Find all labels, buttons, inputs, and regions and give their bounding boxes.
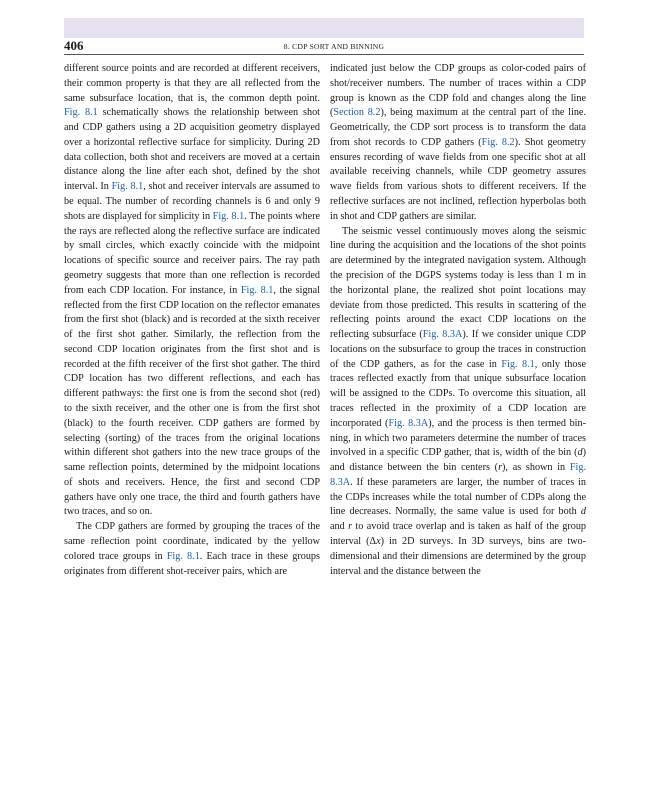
variable-r: r bbox=[348, 521, 353, 533]
text-run: ), and the process is then termed binning, in which two parameters determine the number of traces involved in a specific CDP gather, that is, width of the bin ( bbox=[330, 417, 586, 459]
figure-link[interactable]: Fig. 8.1 bbox=[64, 107, 98, 119]
text-run: to avoid trace overlap and is taken as half of the group interval (Δ bbox=[330, 521, 587, 547]
text-run: indicated just below the CDP groups as color-coded pairs of shot/receiver numbers. The number of traces within a CDP group is known as the CDP fold and changes along the line ( bbox=[330, 63, 586, 119]
text-run: . Each trace in these groups originates from different shot-receiver pairs, which are bbox=[64, 550, 320, 577]
page-number: 406 bbox=[64, 38, 84, 53]
variable-d: d bbox=[580, 506, 586, 518]
left-paragraph-1 bbox=[64, 62, 320, 520]
text-run: , shot and receiver intervals are assumed to be equal. The number of recording channels is 6 and only 9 shots are displayed for simplicity in bbox=[64, 181, 321, 222]
text-run: The seismic vessel continuously moves along the seismic line during the acquisition and the locations of the shot points are determined by the integrated navigation system. Although the precision of the DGPS systems today is less than 1 m in the horizontal plane, the realized shot point locations may deviate from those predicted. This results in scattering of the reflecting points around the exact CDP locations on the reflecting subsurface ( bbox=[330, 225, 586, 341]
text-run: ), being maximum at the central part of the line. Geometrically, the CDP sort process is to transform the data from shot records to CDP gathers ( bbox=[330, 107, 586, 148]
figure-link[interactable]: Fig. 8.1 bbox=[212, 210, 245, 222]
figure-link[interactable]: Fig. 8.1 bbox=[111, 181, 144, 193]
text-run: and bbox=[330, 521, 349, 533]
header-rule bbox=[64, 54, 584, 55]
figure-link[interactable]: Fig. 8.3A bbox=[422, 329, 463, 341]
figure-link[interactable]: Fig. 8.1 bbox=[501, 358, 535, 370]
figure-link[interactable]: Fig. 8.3A bbox=[330, 462, 587, 488]
text-run: , the signal reflected from the first CDP location on the reflector emanates from the first shot (black) and is recorded at the sixth receiver of the first shot gather. Similarly, the reflection from the second CDP location originates from the first shot and is recorded at the fifth receiver of the first shot gather. The third CDP location has two different reflections, and each has different pathways: the first one is from the second shot (red) to the sixth receiver, and the other one is from the first shot (black) to the fourth receiver. CDP gathers are formed by selecting (sorting) of the traces from the original locations within different shot gathers into the new trace groups of the same reflection points, determined by the midpoint locations of shots and receivers. Hence, the first and second CDP gathers have only one trace, the third and fourth gathers have two traces, and so on. bbox=[64, 284, 321, 518]
right-paragraph-2 bbox=[330, 225, 586, 580]
text-run: ). Shot geometry ensures recording of wave fields from one specific shot at all available receiving channels, while CDP geometry assures wave fields from various shots to different receivers. If the reflective surfaces are not inclined, reflection hyperbolas both in shot and CDP gathers are similar. bbox=[330, 136, 586, 222]
left-paragraph-2 bbox=[64, 520, 320, 579]
text-run: , only those traces reflected exactly from that unique subsurface location will be assigned to the CDPs. To overcome this situation, all traces reflected in the proximity of a CDP location are incorporated ( bbox=[330, 358, 586, 429]
section-link[interactable]: Section 8.2 bbox=[333, 107, 381, 119]
text-run: The CDP gathers are formed by grouping the traces of the same reflection point coordinate, indicated by the yellow colored trace groups in bbox=[64, 521, 320, 562]
text-run: ) and distance between the bin centers ( bbox=[330, 447, 586, 474]
figure-link[interactable]: Fig. 8.1 bbox=[240, 284, 274, 296]
text-run: schematically shows the relationship between shot and CDP gathers using a 2D acquisition geometry displayed over a horizontal reflective surface for simplicity. During 2D data collection, both shot and receivers are moved at a certain distance along the line after each shot, defined by the shot interval. In bbox=[64, 107, 321, 193]
right-paragraph-1 bbox=[330, 62, 586, 225]
variable-r: r bbox=[498, 462, 503, 474]
figure-link[interactable]: Fig. 8.2 bbox=[481, 136, 515, 148]
text-run: ), as shown in bbox=[502, 462, 570, 474]
variable-x: x bbox=[376, 536, 381, 547]
text-run: . If these parameters are larger, the number of traces in the CDPs increases while the total number of CDPs along the line decreases. Normally, the same value is used for both bbox=[330, 476, 586, 518]
figure-link[interactable]: Fig. 8.1 bbox=[166, 550, 200, 562]
text-run: . The points where the rays are reflected along the reflective surface are indicated by small circles, which exactly coincide with the midpoint locations of specific source and receiver pairs. The ray path geometry suggests that more than one reflection is recorded from each CDP location. For instance, in bbox=[64, 210, 321, 296]
right-column bbox=[330, 62, 586, 579]
left-column bbox=[64, 62, 320, 579]
figure-link[interactable]: Fig. 8.3A bbox=[388, 417, 429, 429]
header-band bbox=[64, 18, 584, 38]
running-head: 8. CDP SORT AND BINNING bbox=[283, 42, 385, 51]
text-run: ). If we consider unique CDP locations on the subsurface to group the traces in construction of the CDP gathers, as for the case in bbox=[330, 329, 586, 370]
variable-d: d bbox=[577, 447, 583, 459]
text-run: different source points and are recorded at different receivers, their common property is that they are all reflected from the same subsurface location, that is, the common depth point. bbox=[64, 63, 320, 104]
text-run: ) in 2D surveys. In 3D surveys, bins are two-dimensional and their dimensions are determined by the group interval and the distance between the bbox=[330, 536, 587, 577]
